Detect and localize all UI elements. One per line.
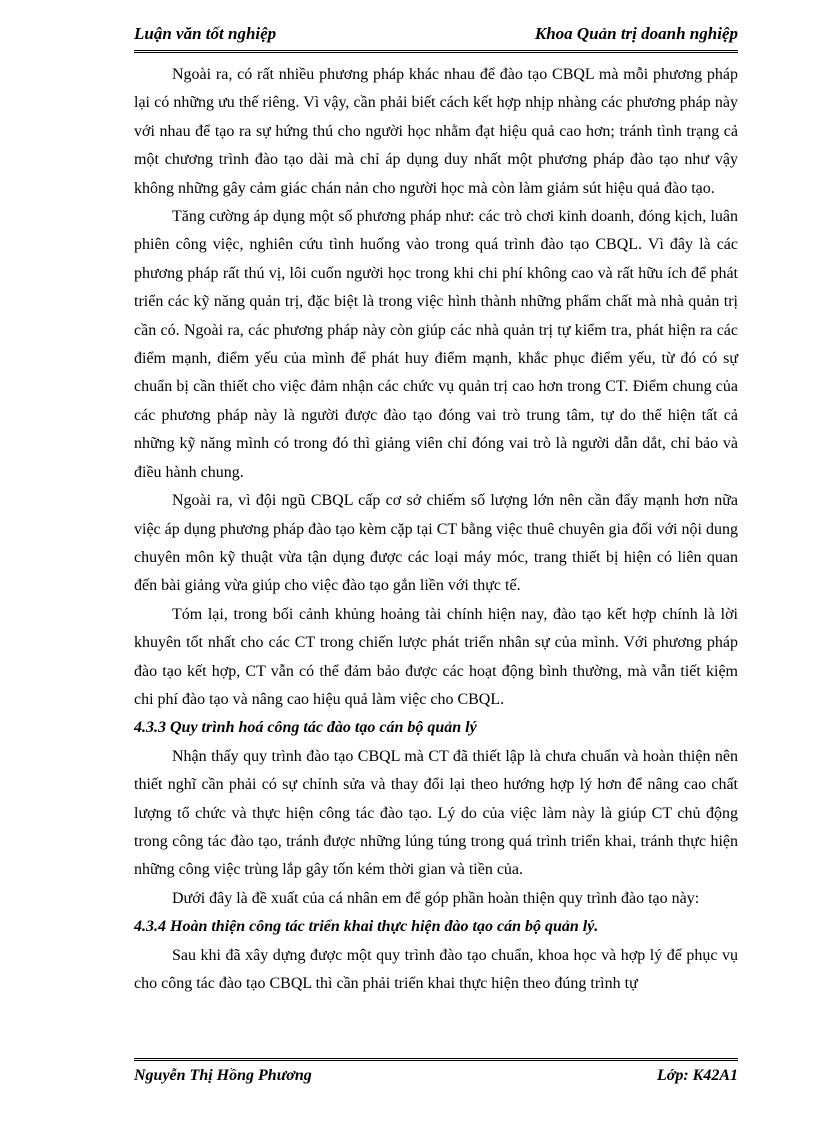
section-heading-4-3-4: 4.3.4 Hoàn thiện công tác triển khai thực hiện đào tạo cán bộ quản lý. (134, 918, 599, 936)
footer-author-name: Nguyễn Thị Hồng Phương (134, 1067, 312, 1084)
paragraph-process-standardization: Nhận thấy quy trình đào tạo CBQL mà CT đã thiết lập là chưa chuẩn và hoàn thiện nên thiết nghĩ cần phải có sự chỉnh sửa và thay đổi lại theo hướng hợp lý hơn để nâng cao chất lượng tổ chức và thực hiện công tác đào tạo. Lý do của việc làm này là giúp CT chủ động trong công tác đào tạo, tránh được những lúng túng trong quá trình triển khai, tránh thực hiện những công việc trùng lắp gây tốn kém thời gian và tiền của. (134, 747, 738, 879)
page-header (134, 22, 738, 53)
paragraph-implementation: Sau khi đã xây dựng được một quy trình đào tạo chuẩn, khoa học và hợp lý để phục vụ cho công tác đào tạo CBQL thì cần phải triển khai thực hiện theo đúng trình tự (134, 946, 738, 992)
footer-class-label: Lớp: K42A1 (656, 1067, 738, 1084)
paragraph-business-games: Tăng cường áp dụng một số phương pháp như: các trò chơi kinh doanh, đóng kịch, luân phiên công việc, nghiên cứu tình huống vào trong quá trình đào tạo CBQL. Vì đây là các phương pháp rất thú vị, lôi cuốn người học trong khi chi phí không cao và rất hữu ích để phát triển các kỹ năng quản trị, đặc biệt là trong việc hình thành những phẩm chất mà nhà quản trị cần có. Ngoài ra, các phương pháp này còn giúp các nhà quản trị tự kiểm tra, phát hiện ra các điểm mạnh, điểm yếu của mình để phát huy điểm mạnh, khắc phục điểm yếu, từ đó có sự chuẩn bị cần thiết cho việc đảm nhận các chức vụ quản trị cao hơn trong CT. Điểm chung của các phương pháp này là người được đào tạo đóng vai trò trung tâm, tự do thể hiện tất cả những kỹ năng mình có trong đó thì giảng viên chỉ đóng vai trò là người dẫn dắt, chỉ bảo và điều hành chung. (134, 208, 738, 481)
page-footer (134, 1058, 738, 1089)
header-faculty-label: Khoa Quản trị doanh nghiệp (534, 24, 738, 43)
paragraph-methods-combination: Ngoài ra, có rất nhiều phương pháp khác nhau để đào tạo CBQL mà mỗi phương pháp lại có những ưu thế riêng. Vì vậy, cần phải biết cách kết hợp nhịp nhàng các phương pháp này với nhau để tạo ra sự hứng thú cho người học nhằm đạt hiệu quả cao hơn; tránh tình trạng cả một chương trình đào tạo dài mà chỉ áp dụng duy nhất một phương pháp đào tạo như vậy không những gây cảm giác chán nản cho người học mà còn làm giảm sút hiệu quả đào tạo. (134, 66, 738, 197)
header-thesis-label: Luận văn tốt nghiệp (134, 24, 277, 43)
page-body (134, 61, 738, 998)
paragraph-coaching: Ngoài ra, vì đội ngũ CBQL cấp cơ sở chiếm số lượng lớn nên cần đẩy mạnh hơn nữa việc áp dụng phương pháp đào tạo kèm cặp tại CT bằng việc thuê chuyên gia đối với nội dung chuyên môn kỹ thuật vừa tận dụng được các loại máy móc, trang thiết bị hiện có liên quan đến bài giảng vừa giúp cho việc đào tạo gắn liền với thực tế. (134, 492, 738, 595)
paragraph-conclusion: Tóm lại, trong bối cảnh khủng hoảng tài chính hiện nay, đào tạo kết hợp chính là lời khuyên tốt nhất cho các CT trong chiến lược phát triển nhân sự của mình. Với phương pháp đào tạo kết hợp, CT vẫn có thể đảm bảo được các hoạt động bình thường, mà vẫn tiết kiệm chi phí đào tạo và nâng cao hiệu quả làm việc cho CBQL. (134, 605, 738, 708)
section-heading-4-3-3: 4.3.3 Quy trình hoá công tác đào tạo cán bộ quản lý (134, 719, 477, 737)
paragraph-proposal-intro: Dưới đây là đề xuất của cá nhân em để góp phần hoàn thiện quy trình đào tạo này: (172, 889, 700, 907)
